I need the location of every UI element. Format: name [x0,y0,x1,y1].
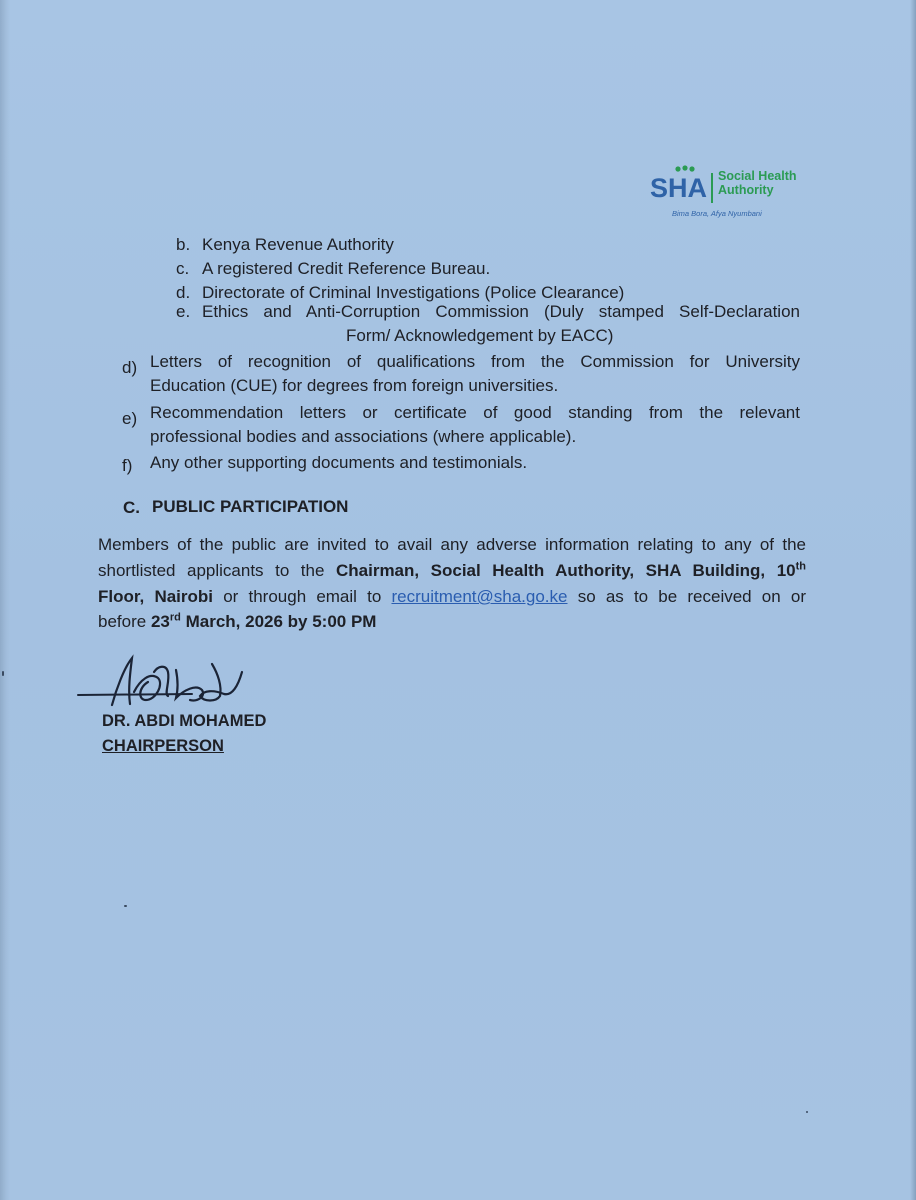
scan-speck [806,1111,808,1113]
superscript: rd [169,611,181,624]
paragraph-text: before [98,612,147,631]
list-marker: f) [122,456,133,475]
list-item-text: Recommendation letters or certificate of good standing from the relevant [150,403,800,422]
paragraph-bold-text: March, 2026 by 5:00 PM [185,612,377,631]
superscript: th [795,560,806,573]
sha-logo-mark-icon [650,163,710,205]
paragraph-line: Members of the public are invited to avail any adverse information relating to any of the [98,535,806,554]
sha-logo [650,163,800,229]
email-link[interactable]: recruitment@sha.go.ke [391,587,568,606]
paragraph-bold-text: 23 [150,612,170,631]
paragraph-text: or through email to [223,587,382,606]
list-item-text-continued: Education (CUE) for degrees from foreign universities. [150,376,559,395]
logo-mark-text: SHA [650,173,708,203]
paragraph-line [98,586,806,608]
list-marker: c. [176,259,190,278]
logo-name-line2: Authority [718,183,774,197]
list-item-text: Ethics and Anti-Corruption Commission (Duly stamped Self-Declaration [202,302,800,321]
logo-tagline: Bima Bora, Afya Nyumbani [672,209,762,218]
scan-edge-left [0,0,10,1200]
list-marker: e) [122,409,138,428]
logo-name-line1: Social Health [718,169,797,183]
section-marker: C. [123,498,140,517]
list-item-text-continued: professional bodies and associations (where applicable). [150,427,577,446]
list-item-text: Letters of recognition of qualifications from the Commission for University [150,352,800,371]
paragraph-bold-text: Chairman, Social Health Authority, SHA Building, 10 [335,561,796,580]
paragraph-text: so as to be received on or [577,587,807,606]
list-marker: d. [176,283,191,302]
list-item-text: Kenya Revenue Authority [202,235,394,254]
list-marker: b. [176,235,191,254]
logo-name [718,169,808,197]
list-item-text-continued: Form/ Acknowledgement by EACC) [346,326,614,345]
list-item-text: Any other supporting documents and testimonials. [150,453,528,472]
list-item-text: Directorate of Criminal Investigations (Police Clearance) [202,283,625,302]
scan-edge-right [910,0,916,1200]
list-item-text: A registered Credit Reference Bureau. [202,259,491,278]
signatory-title: CHAIRPERSON [102,737,224,755]
paragraph-bold-text: Floor, Nairobi [98,587,214,606]
scan-speck [124,905,127,907]
section-heading: PUBLIC PARTICIPATION [152,497,349,516]
list-marker: e. [176,302,191,321]
list-marker: d) [122,358,138,377]
paragraph-line [98,611,376,633]
scan-speck [2,671,4,676]
paragraph-text: shortlisted applicants to the [98,561,325,580]
paragraph-line [98,560,806,582]
signatory-name: DR. ABDI MOHAMED [102,712,267,730]
logo-divider [711,173,713,203]
